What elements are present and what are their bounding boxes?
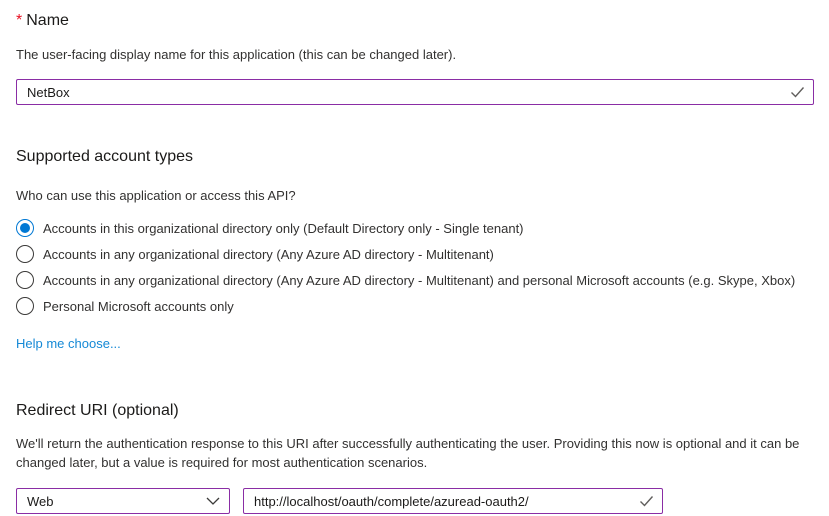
redirect-uri-row [16,488,814,514]
radio-button[interactable] [16,219,34,237]
radio-label: Personal Microsoft accounts only [43,298,234,314]
account-type-option-multitenant[interactable] [16,241,814,267]
redirect-uri-description: We'll return the authentication response to this URI after successfully authenticating the user. Providing this now is optional and it can be changed later, but a value is required for most authentication scenarios. [16,436,800,470]
account-type-radio-group [16,215,814,319]
platform-select-value: Web [27,493,54,509]
platform-select[interactable] [16,488,230,514]
account-type-option-single-tenant[interactable] [16,215,814,241]
radio-button[interactable] [16,245,34,263]
redirect-uri-input[interactable] [243,488,663,514]
radio-label: Accounts in this organizational directory only (Default Directory only - Single tenant) [43,220,524,236]
radio-button[interactable] [16,271,34,289]
help-me-choose-link[interactable]: Help me choose... [16,336,121,351]
redirect-uri-input-wrap [243,488,663,514]
name-section-title [16,0,814,31]
radio-label: Accounts in any organizational directory (Any Azure AD directory - Multitenant) and personal Microsoft accounts (e.g. Skype, Xbox) [43,272,796,288]
name-label: Name [26,12,69,29]
required-asterisk: * [16,12,23,29]
chevron-down-icon [206,497,220,505]
name-input[interactable] [16,79,814,105]
account-types-title: Supported account types [16,148,194,165]
account-types-question: Who can use this application or access this API? [16,188,296,203]
radio-button[interactable] [16,297,34,315]
name-description: The user-facing display name for this application (this can be changed later). [16,47,457,62]
redirect-uri-title: Redirect URI (optional) [16,402,179,419]
radio-label: Accounts in any organizational directory (Any Azure AD directory - Multitenant) [43,246,494,262]
account-type-option-personal-only[interactable] [16,293,814,319]
account-type-option-multitenant-personal[interactable] [16,267,814,293]
name-input-wrap [16,79,814,105]
